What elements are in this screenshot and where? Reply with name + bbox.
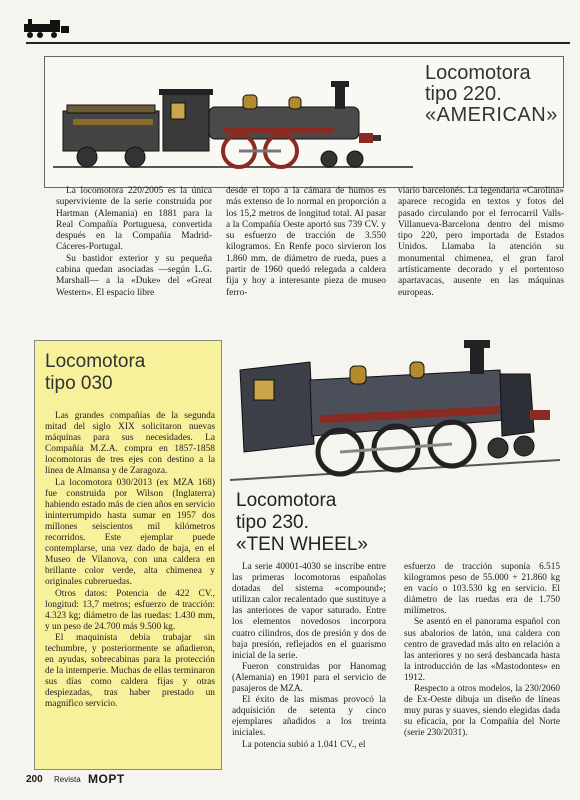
text-column [398,186,564,299]
title-line: «AMERICAN» [425,104,558,126]
title-line: «TEN WHEEL» [236,534,368,555]
text-column [404,562,560,740]
sidebar-body [45,411,215,711]
locomotive-230-illustration [230,340,560,490]
paragraph: viario barcelonés. La legendaria «Carolina» aparece recogida en textos y fotos del pasado circulando por el ferrocarril Valls-Villanueva-Barcelona dentro del mismo tipo 220, pero importada de Estados Unidos. Llamaba la atención su monumental chimenea, el gran farol artísticamente decorado y el portentoso apartavacas, ausente en las máquinas europeas. [398,186,564,298]
sidebar-030 [34,340,222,770]
locomotive-220-panel [44,56,564,188]
paragraph: La locomotora 220/2005 es la única superviviente de la serie construida por Hartman (Alemania) en 1881 para la Real Compañía Portuguesa, convertida después en la Compañía Madrid-Cáceres-Portugal. [56,186,212,253]
title-line: Locomotora [45,351,146,372]
paragraph: El éxito de las mismas provocó la adquisición de setenta y cinco ejemplares añadidos a los treinta iniciales. [232,695,386,739]
header-rule [26,42,570,44]
paragraph: desde el topo a la cámara de humos es más extenso de lo normal en proporción a los 15,2 metros de longitud total. Al pasar a la Compañía Oeste aportó sus 739 CV. y su esfuerzo de tracción de 3.550 kilogramos. En Renfe poco sirvieron los 1.860 mm. de diámetro de rueda, pues a partir de 1960 quedó relegada a caldera fija y hoy a interesante pieza de museo ferro- [226,186,386,298]
small-locomotive-icon [22,16,70,40]
locomotive-220-illustration [53,67,413,179]
text-column [232,562,386,751]
paragraph: El maquinista debía trabajar sin techumbre, y posteriormente se añadieron, en ayudas, sobrecabinas para la protección de la intemperie. Muchas de ellas terminaron sus días como caldera fijas y otras despiezadas, tras haber prestado un magnífico servicio. [45,632,215,710]
title-line: Locomotora [425,62,531,84]
article-220-text [56,186,562,296]
title-line: tipo 230. [236,512,309,533]
paragraph: Se asentó en el panorama español con sus abalorios de latón, una caldera con centro de gravedad más alto en relación a las anteriores y no será desbancada hasta la introducción de las «Mastodontes» en 1912. [404,617,560,683]
paragraph: La potencia subió a 1.041 CV., el [242,739,366,750]
page-number: 200 [26,774,43,785]
title-line: tipo 220. [425,83,502,105]
paragraph: esfuerzo de tracción suponía 6.515 kilogramos peso de 55.000 + 21.860 kg en vacío o 103.530 kg en servicio. El diámetro de las ruedas era de 1.750 milímetros. [404,562,560,617]
paragraph: Respecto a otros modelos, la 230/2060 de Ex-Oeste dibuja un diseño de líneas muy puras y suaves, siendo elegidas dada su eficacia, por la Compañía del Norte (serie 230/2031). [404,684,560,739]
magazine-label: Revista [54,775,81,784]
article-230-title [236,490,368,556]
paragraph: Fueron construidas por Hanomag (Alemania) en 1901 para el servicio de pasajeros de MZA. [232,661,386,695]
panel-title-220 [425,63,558,126]
paragraph: La locomotora 030/2013 (ex MZA 168) fue construida por Wilson (Inglaterra) habiendo estado más de cien años en servicio ininterrumpido hasta sumar en 1957 dos millones seiscientos mil kilómetros recorridos. Este ejemplar puede contemplarse, una vez dado de baja, en el Museo de Vilanova, con una caldera en brillante color verde, alta chimenea y originales cubreruedas. [45,477,215,588]
title-line: Locomotora [236,490,337,511]
paragraph: Otros datos: Potencia de 422 CV., longitud: 13,7 metros; esfuerzo de tracción: 4.323 kg; diámetro de las ruedas: 1.430 mm, y un peso de 24.700 más 9.500 kg. [45,588,215,632]
text-column [56,186,212,299]
sidebar-title [45,351,145,395]
paragraph: La serie 40001-4030 se inscribe entre las primeras locomotoras españolas dotadas del sistema «compound»; utilizan calor recalentado que sustituye a las anteriores de vapor saturado. Entre los elementos novedosos incorpora cuatro cilindros, dos de presión y dos de baja presión, reflejados en el guarismo inicial de la serie. [232,562,386,661]
magazine-logo: MOPT [88,772,125,786]
article-230-text [232,562,562,772]
title-line: tipo 030 [45,373,113,394]
text-column [226,186,386,299]
paragraph: Su bastidor exterior y su pequeña cabina quedan asociadas —según L.G. Marshall— a la «Duke» del «Great Western». El espacio libre [56,253,212,298]
page-footer [26,768,566,790]
paragraph: Las grandes compañías de la segunda mitad del siglo XIX solicitaron nuevas máquinas para sus necesidades. La Compañía M.Z.A. compra en 1857-1858 locomotoras de tres ejes con destino a la línea de Almansa y de Zaragoza. [45,411,215,477]
